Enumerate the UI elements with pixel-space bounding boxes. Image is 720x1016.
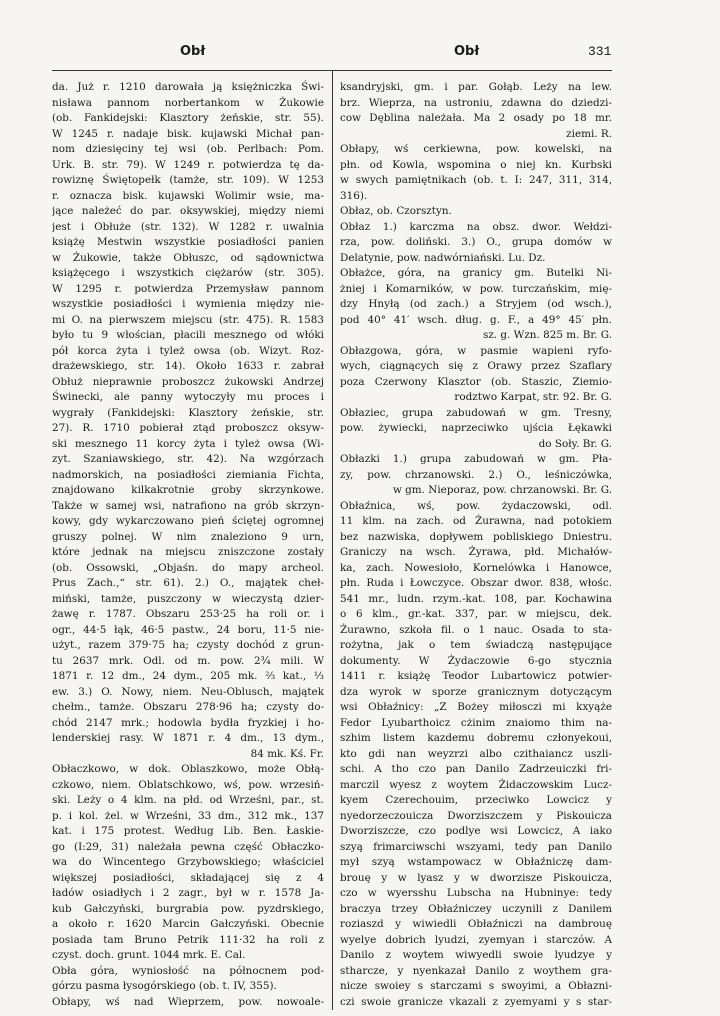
text-line: ładów osiadłych i 2 zagr., był w r. 1578 Ja- [52, 887, 324, 899]
text-line: Obłuż nieprawnie proboszcz żukowski Andrzej [52, 375, 324, 388]
text-line: ka, zach. Nowesioło, Kornelówka i Hanowce, [340, 561, 612, 574]
text-line: bez nazwiska, dopływem pobliskiego Dniestru. [340, 530, 612, 543]
text-line: ksandryjski, gm. i par. Gołąb. Leży na lew. [340, 81, 612, 93]
text-line: Prus Zach.,“ str. 61). 2.) O., majątek cheł- [52, 577, 324, 589]
text-line: go (I:29, 31) należała pewna część Obłaczko- [52, 840, 324, 853]
text-line: wyelye dobrich lyudzi, zyemyan i starczów. A [340, 933, 612, 946]
text-line: kowy, gdy wykarczowano pień ściętej ogromnej [52, 515, 324, 527]
text-line: braczya trzey Obłaźniczey uczynili z Danilem [340, 902, 612, 915]
text-line: w Żukowie, także Obłuszc, od sądownictwa [52, 251, 324, 264]
text-line: górzu pasma łysogórskiego (ob. t. IV, 355). [52, 980, 277, 992]
text-line: sz. g. Wzn. 825 m. Br. G. [482, 329, 612, 341]
text-line: chód 2147 mrk.; hodowla bydła fryzkiej i ho- [52, 716, 324, 729]
text-line: większej posiadłości, składającej się z 4 [52, 871, 324, 884]
text-line: dza wyrok w sporze granicznym dotyczącym [340, 685, 612, 698]
text-line: mi O. na pierwszem miejscu (str. 475). R. 1583 [52, 313, 324, 326]
text-line: mył szyą wstampowacz w Obłaźniczę dam- [340, 856, 612, 868]
text-line: gruszy polnej. W nim znaleziono 9 urn, [52, 530, 324, 543]
text-line: (ob. Ossowski, „Objaśn. do mapy archeol. [52, 561, 324, 574]
text-line: pod 40° 41′ wsch. dług. g. F., a 49° 45′ płn. [340, 313, 612, 326]
text-line: do Soły. Br. G. [538, 437, 612, 450]
text-line: Obłaźnica, wś, pow. żydaczowski, odl. [340, 499, 612, 512]
text-line: w gm. Nieporaz, pow. chrzanowski. Br. G. [392, 484, 612, 496]
text-line: czyst. doch. grunt. 1044 mrk. E. Cal. [52, 949, 246, 961]
text-line: 316). [340, 189, 368, 202]
text-line: czi swoie granicze vkazali z zyemyami y s star- [340, 995, 612, 1008]
text-line: Fedor Lyubarthoicz cżinim znaiomo thim na- [340, 716, 612, 729]
text-line: Świnecki, ale panny wytoczyły mu proces i [52, 391, 324, 403]
text-line: nadmorskich, na posiadłości ziemiania Fichta, [52, 468, 324, 481]
text-line: ski mesznego 11 korcy żyta i tyleż owsa (Wi- [52, 437, 324, 450]
text-line: książę Mestwin wszystkie posiadłości panien [52, 236, 324, 248]
running-head-left: Obł [180, 44, 206, 59]
text-line: chełm., tamże. Obszaru 278·96 ha; czysty do- [52, 701, 324, 713]
text-line: Obłażce, góra, na granicy gm. Butelki Ni- [340, 267, 612, 279]
text-line: kat. i 175 protest. Według Lib. Ben. Łaskie- [52, 825, 324, 837]
right-column [340, 80, 612, 1010]
text-line: p. i kol. żel. w Wrześni, 33 dm., 312 mk., 137 [52, 809, 324, 822]
text-line: wygrały (Fankidejski: Klasztory żeńskie, str. [52, 406, 324, 419]
text-line: Obłazki 1.) grupa zabudowań w gm. Pła- [340, 453, 612, 465]
text-line: nisława pannom norbertankom w Żukowie [52, 96, 324, 109]
left-column [52, 80, 324, 1010]
text-line: pół korca żyta i tyleż owsa (ob. Wizyt. Roz- [52, 344, 324, 357]
text-line: ski. Leży o 4 klm. na płd. od Wrześni, par., st. [52, 794, 324, 806]
running-head-right: Obł [454, 44, 480, 59]
text-line: r. oznacza bisk. kujawski Wolimir wsie, ma- [52, 189, 324, 202]
text-line: da. Już r. 1210 darowała ją księżniczka Świ- [52, 81, 324, 93]
text-line: pow. żywiecki, naprzeciwko ujścia Łękawki [340, 422, 612, 434]
text-line: marczil wyesz z woytem Żidaczowskim Lucz- [340, 778, 612, 791]
text-line: Obłaz 1.) karczma na obsz. dwor. Wełdzi- [340, 220, 612, 233]
text-line: roziaszd y wiwiedli Obłaźniczi na dambrouę [340, 918, 612, 930]
text-line: płn. Ruda i Łowczyce. Obszar dwor. 838, włośc. [340, 577, 612, 589]
text-line: dokumenty. W Żydaczowie 6-go stycznia [340, 654, 612, 667]
text-line: wa do Wincentego Grzybowskiego; właściciel [52, 856, 324, 868]
text-line: o 6 klm., gr.-kat. 337, par. w miejscu, dek. [340, 608, 612, 620]
text-line: zy, pow. chrzanowski. 2.) O., leśniczówka, [340, 468, 612, 481]
text-line: ew. 3.) O. Nowy, niem. Neu-Oblusch, majątek [52, 685, 324, 698]
text-line: Obłaz, ob. Czorsztyn. [340, 205, 452, 217]
text-line: 1411 r. książę Teodor Lubartowicz potwier- [340, 670, 612, 682]
text-line: Żurawno, szkoła fil. o 1 nauc. Osada to sta- [340, 623, 612, 636]
text-line: drażewskiego, str. 14). Około 1633 r. zabrał [52, 360, 324, 372]
text-line: ogr., 44·5 łąk, 46·5 pastw., 24 boru, 11·5 nie- [52, 623, 324, 636]
text-line: wszystkie posiadłości i wymienia między nie- [52, 298, 324, 310]
text-line: 1871 r. 12 dm., 24 dym., 205 mk. ⅔ kat., ⅓ [52, 670, 324, 682]
text-line: Graniczy na wsch. Żyrawa, płd. Michałów- [340, 546, 612, 558]
text-line: Obłazgowa, góra, w pasmie wapieni ryfo- [340, 344, 612, 357]
text-line: wych, ciągnących się z Orawy przez Szaflary [340, 360, 612, 372]
text-line: jące należeć do par. oksywskiej, między niemi [52, 205, 324, 217]
text-line: szyą frimarciwschi wszyami, tedy pan Danilo [340, 840, 612, 853]
text-line: rowiznę Świętopełk (tamże, str. 109). W 1253 [52, 174, 324, 186]
text-line: Danilo z woytem wiwyedli swoie lyudzye y [340, 949, 612, 961]
text-line: znajdowano kilkakrotnie groby skrzynkowe. [52, 484, 324, 496]
text-line: było tu 9 włościan, płacili mesznego od włóki [52, 329, 324, 341]
text-line: które jednak na miejscu zniszczone zostały [52, 546, 324, 558]
text-line: W 1295 r. potwierdza Przemysław pannom [52, 282, 324, 295]
text-line: 541 mr., ludn. rzym.-kat. 108, par. Kochawina [340, 592, 612, 605]
text-line: dzy Hnyłą (od zach.) a Stryjem (od wsch.), [340, 298, 612, 310]
text-line: nyedorzeczouicza Dworziszczem y Piskouicza [340, 809, 612, 822]
text-line: żawę r. 1787. Obszaru 253·25 ha roli or. i [52, 608, 324, 620]
text-line: Urk. B. str. 79). W 1249 r. potwierdza tę da- [52, 158, 324, 171]
text-line: tu 2637 mrk. Odl. od m. pow. 2¾ mili. W [52, 654, 324, 667]
text-line: jest i Obłuże (str. 132). W 1282 r. uwalnia [52, 220, 324, 233]
text-line: zyt. Szaniawskiego, str. 42). Na wzgórzach [52, 453, 324, 465]
text-line: płn. od Kowla, wspomina o niej kn. Kurbski [340, 158, 612, 171]
text-line: Obła góra, wyniosłość na północnem pod- [52, 964, 324, 977]
text-line: posiada tam Bruno Petrik 111·32 ha roli z [52, 933, 324, 946]
text-line: użyt., razem 379·75 ha; czysty dochód z grun- [52, 639, 324, 651]
text-line: brouę y w lyasz y w dworzisze Piskouicza, [340, 871, 612, 884]
text-line: rza, pow. doliński. 3.) O., grupa domów w [340, 236, 612, 248]
text-line: Także w samej wsi, natrafiono na grób skrzyn- [52, 499, 324, 512]
text-line: (ob. Fankidejski: Klasztory żeńskie, str. 55). [52, 112, 324, 124]
column-divider [332, 70, 333, 1010]
text-line: żniej i Komarników, w pow. turczańskim, mię- [340, 282, 612, 295]
text-line: 27). R. 1710 pobierał ztąd proboszcz oksyw- [52, 422, 324, 434]
text-line: rożytna, jak o tem świadczą następujące [340, 639, 612, 651]
text-line: Obłaczkowo, w dok. Oblaszkowo, może Obłą- [52, 763, 324, 775]
text-line: w swych pamiętnikach (ob. t. I: 247, 311, 314, [340, 174, 612, 186]
text-line: cow Dęblina należała. Ma 2 osady po 18 mr. [340, 112, 612, 124]
text-line: ziemi. R. [566, 127, 612, 140]
text-line: wsi Obłaźnicy: „Z Bożey miłosczi mi kxyąże [340, 701, 612, 713]
text-line: brz. Wieprza, na ustroniu, zdawna do dziedzi- [340, 96, 612, 109]
page-number: 331 [588, 44, 612, 59]
text-line: nicze swoiey s starczami s swoyimi, a Obłazni- [340, 980, 612, 992]
text-line: a około r. 1620 Marcin Gałczyński. Obecnie [52, 918, 324, 930]
text-line: schi. A tho czo pan Danilo Zadrzeuiczki fri- [340, 763, 612, 775]
text-line: czkowo, niem. Oblatschkowo, wś, pow. wrzesiń- [52, 778, 324, 791]
text-line: kub Gałczyński, burgrabia pow. pyzdrskiego, [52, 902, 324, 915]
text-line: 11 klm. na zach. od Żurawna, nad potokiem [340, 515, 612, 527]
text-line: stharcze, y nyenkazał Danilo z woythem gra- [340, 964, 612, 977]
text-line: kto gdi nan weyzrzi albo czithaiancz uszli- [340, 747, 612, 760]
text-line: 84 mk. Kś. Fr. [250, 747, 324, 760]
text-line: miński, tamże, puszczony w wieczystą dzier- [52, 592, 324, 605]
text-line: rodztwo Karpat, str. 92. Br. G. [454, 391, 612, 403]
text-line: Obłaziec, grupa zabudowań w gm. Tresny, [340, 406, 612, 419]
text-line: kyem Czerechouim, przeciwko Lowcicz y [340, 794, 612, 806]
text-line: książęcego i wszystkich ciężarów (str. 305). [52, 267, 324, 279]
text-line: Obłapy, wś cerkiewna, pow. kowelski, na [340, 143, 612, 155]
text-line: czo w wyersshu Lubscha na Hubninye: tedy [340, 887, 612, 899]
text-line: poza Czerwony Klasztor (ob. Staszic, Ziemio- [340, 375, 612, 388]
text-line: nom dziesięciny tej wsi (ob. Perlbach: Pom. [52, 143, 324, 155]
text-line: Obłapy, wś nad Wieprzem, pow. nowoale- [52, 995, 324, 1008]
text-line: Delatynie, pow. nadwórniański. Lu. Dz. [340, 251, 546, 264]
text-line: Dworziszcze, czo podlye wsi Lowcicz, A iako [340, 825, 612, 837]
text-line: szhim listem kazdemu dobremu członyekoui, [340, 732, 612, 744]
text-line: W 1245 r. nadaje bisk. kujawski Michał pan- [52, 127, 324, 140]
text-line: lenderskiej rasy. W 1871 r. 4 dm., 13 dym., [52, 732, 324, 744]
